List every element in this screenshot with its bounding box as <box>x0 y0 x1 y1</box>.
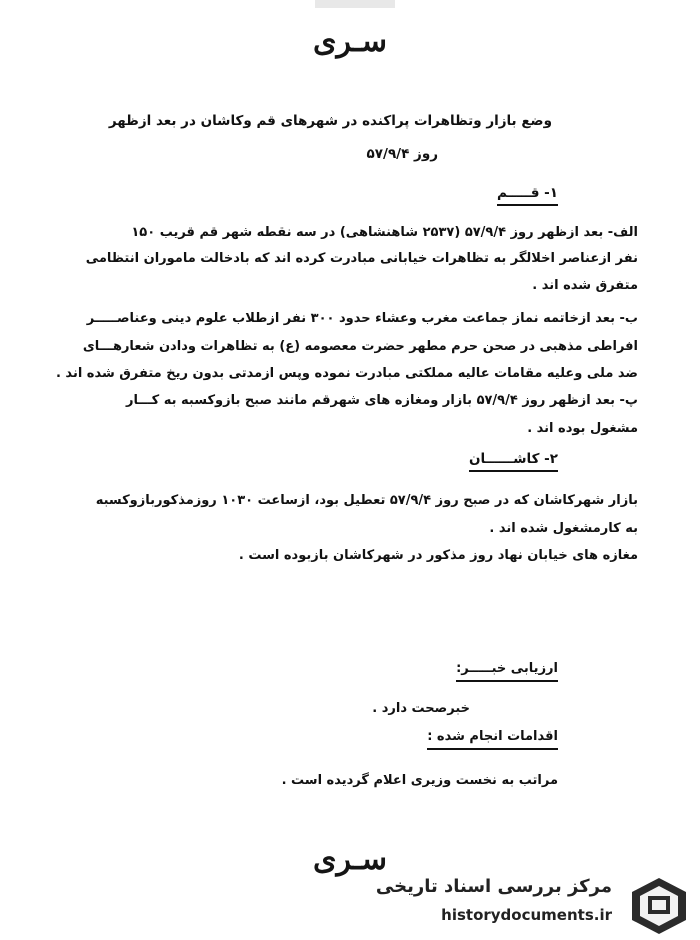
paragraph-kashan-line-2: به کارمشغول شده اند . <box>489 521 638 536</box>
archive-logo-icon <box>624 874 694 936</box>
paragraph-b-line-1: ب- بعد ازخاتمه نماز جماعت مغرب وعشاء حدود ۳۰۰ نفر ازطلاب علوم دینی وعناصـــــر <box>86 311 638 326</box>
paragraph-kashan-line-3: مغازه های خیابان نهاد روز مذکور در شهرکاشان بازبوده است . <box>238 548 638 563</box>
classification-stamp-bottom: سـری <box>313 842 387 877</box>
classification-stamp-top: سـری <box>313 24 387 59</box>
evaluation-label: ارزیابی خبـــــر: <box>456 660 558 682</box>
document-date: روز ۵۷/۹/۴ <box>366 146 438 162</box>
paragraph-a-line-2: نفر ازعناصر اخلالگر به تظاهرات خیابانی مبادرت کرده اند که بادخالت ماموران انتظامی <box>85 251 638 266</box>
paragraph-b-line-2: افراطی مذهبی در صحن حرم مطهر حضرت معصومه (ع) به تظاهرات ودادن شعارهـــای <box>82 339 638 354</box>
section-2-heading: ۲- کاشــــــان <box>469 450 558 472</box>
actions-label: اقدامات انجام شده : <box>427 728 558 750</box>
document-title: وضع بازار وتظاهرات پراکنده در شهرهای قم وکاشان در بعد ازظهر <box>108 113 552 129</box>
watermark-title: مرکز بررسی اسناد تاریخی <box>375 876 612 897</box>
archive-watermark <box>375 870 700 940</box>
scan-smudge <box>315 0 395 8</box>
section-1-heading: ۱- قـــــم <box>497 184 558 206</box>
paragraph-a-line-3: متفرق شده اند . <box>532 278 638 293</box>
evaluation-value: خبرصحت دارد . <box>372 701 470 716</box>
paragraph-a-line-1: الف- بعد ازظهر روز ۵۷/۹/۴ (۲۵۳۷ شاهنشاهی) در سه نقطه شهر قم قریب ۱۵۰ <box>131 225 638 240</box>
paragraph-b-line-3: ضد ملی وعلیه مقامات عالیه مملکتی مبادرت نموده وپس ازمدتی بدون ریخ متفرق شده اند . <box>55 366 638 381</box>
paragraph-c-line-1: پ- بعد ازظهر روز ۵۷/۹/۴ بازار ومغازه های شهرقم مانند صبح بازوکسبه به کـــار <box>125 393 638 408</box>
paragraph-kashan-line-1: بازار شهرکاشان که در صبح روز ۵۷/۹/۴ تعطیل بود، ازساعت ۱۰۳۰ روزمذکوربازوکسبه <box>95 493 638 508</box>
paragraph-c-line-2: مشغول بوده اند . <box>527 421 638 436</box>
watermark-url: historydocuments.ir <box>441 906 612 924</box>
actions-value: مراتب به نخست وزیری اعلام گردیده است . <box>281 773 558 788</box>
